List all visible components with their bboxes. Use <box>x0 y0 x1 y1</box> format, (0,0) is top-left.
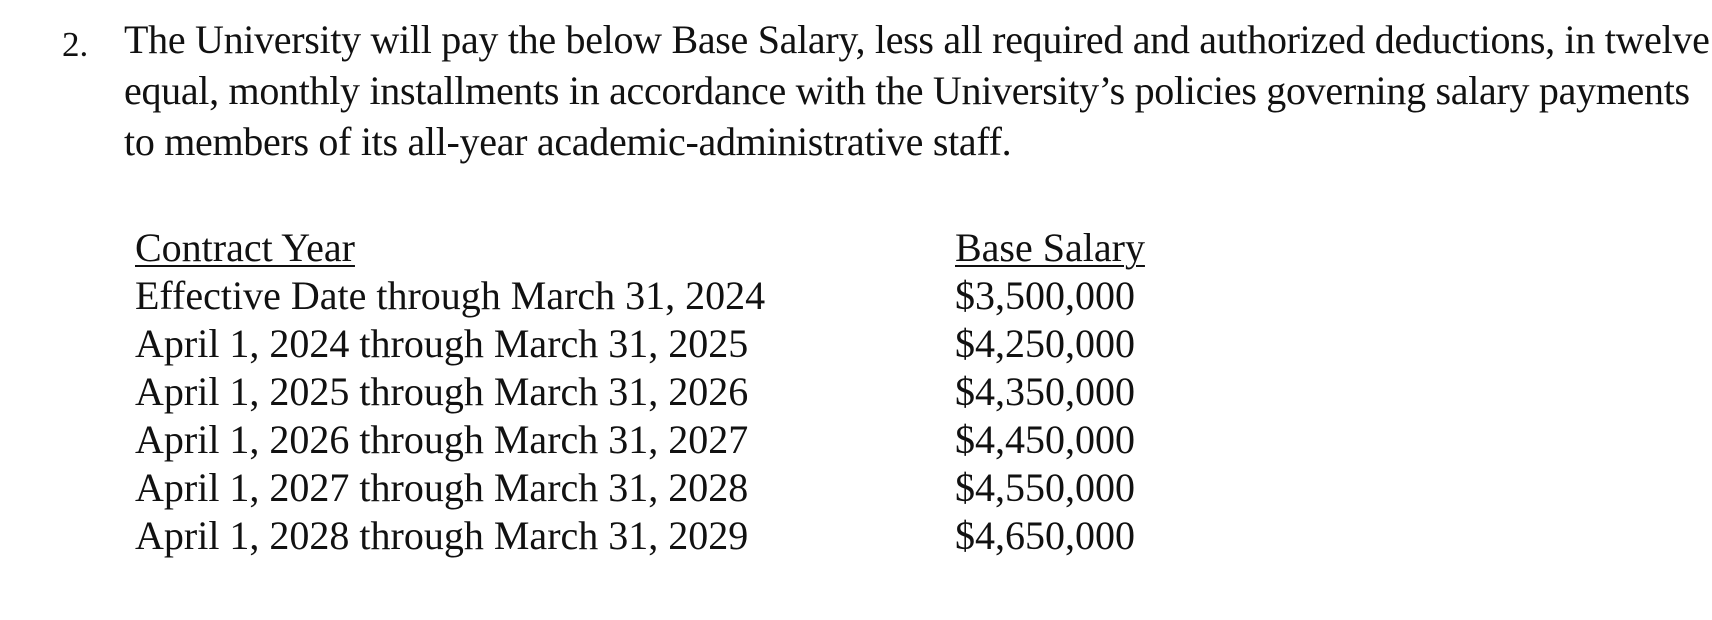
base-salary-cell: $4,550,000 <box>955 465 1135 510</box>
base-salary-cell: $3,500,000 <box>955 273 1135 318</box>
clause-number: 2. <box>62 25 89 64</box>
base-salary-cell: $4,650,000 <box>955 513 1135 558</box>
contract-year-cell: April 1, 2028 through March 31, 2029 <box>135 513 749 558</box>
contract-year-cell: April 1, 2027 through March 31, 2028 <box>135 465 749 510</box>
contract-year-header: Contract Year <box>135 225 355 270</box>
contract-year-cell: Effective Date through March 31, 2024 <box>135 273 766 318</box>
salary-table <box>135 224 1215 560</box>
table-row <box>135 320 1215 368</box>
base-salary-cell: $4,250,000 <box>955 321 1135 366</box>
table-row <box>135 512 1215 560</box>
table-row <box>135 464 1215 512</box>
contract-year-cell: April 1, 2025 through March 31, 2026 <box>135 369 749 414</box>
table-row <box>135 272 1215 320</box>
table-header-row <box>135 224 1215 272</box>
base-salary-cell: $4,450,000 <box>955 417 1135 462</box>
table-row <box>135 368 1215 416</box>
clause-text: The University will pay the below Base Salary, less all required and authorized deductions, in twelve equal, monthly installments in accordance with the University’s policies governing salary payments to members of its all-year academic-administrative staff. <box>124 17 1710 164</box>
table-row <box>135 416 1215 464</box>
contract-year-cell: April 1, 2026 through March 31, 2027 <box>135 417 749 462</box>
base-salary-cell: $4,350,000 <box>955 369 1135 414</box>
base-salary-header: Base Salary <box>955 225 1145 270</box>
contract-year-cell: April 1, 2024 through March 31, 2025 <box>135 321 749 366</box>
